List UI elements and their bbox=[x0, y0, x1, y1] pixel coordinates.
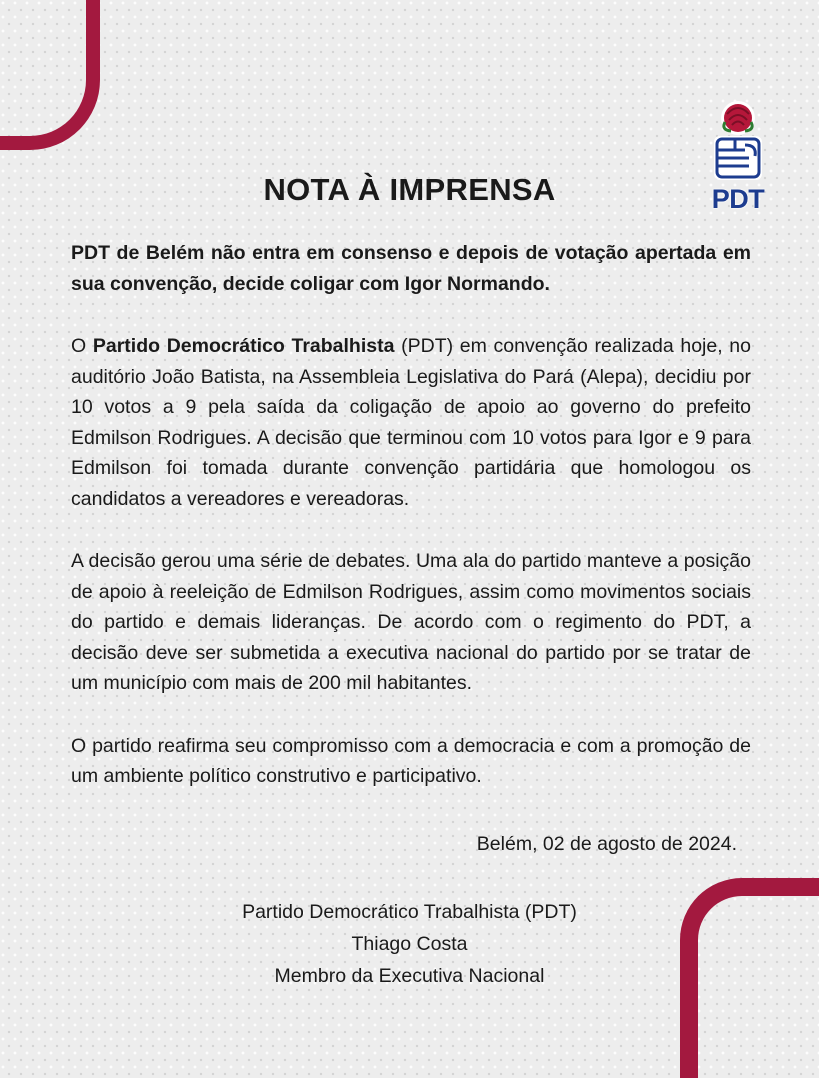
lead-paragraph: PDT de Belém não entra em consenso e depois de votação apertada em sua convenção, decide coligar com Igor Normando. bbox=[71, 242, 751, 295]
corner-decoration-top-left bbox=[0, 0, 100, 150]
paragraph-3: O partido reafirma seu compromisso com a democracia e com a promoção de um ambiente político construtivo e participativo. bbox=[71, 734, 751, 787]
page-title: NOTA À IMPRENSA bbox=[263, 172, 556, 207]
paragraph-2: A decisão gerou uma série de debates. Uma ala do partido manteve a posição de apoio à reeleição de Edmilson Rodrigues, assim como movimentos sociais do partido e demais lideranças. De acordo com o regimento do PDT, a decisão deve ser submetida a executiva nacional do partido por se tratar de um município com mais de 200 mil habitantes. bbox=[71, 550, 751, 694]
date-line: Belém, 02 de agosto de 2024. bbox=[476, 833, 737, 855]
paragraph-1-start: O bbox=[71, 335, 93, 357]
party-name: Partido Democrático Trabalhista bbox=[92, 335, 395, 357]
press-release-body bbox=[71, 238, 751, 824]
signature-name: Thiago Costa bbox=[351, 933, 468, 955]
signature-block bbox=[0, 896, 819, 992]
logo-text: PDT bbox=[711, 184, 765, 214]
signature-org: Partido Democrático Trabalhista (PDT) bbox=[242, 901, 577, 923]
paragraph-1 bbox=[71, 331, 751, 514]
paragraph-1-rest: (PDT) em convenção realizada hoje, no auditório João Batista, na Assembleia Legislativa do Pará (Alepa), decidiu por 10 votos a 9 pela saída da coligação de apoio ao governo do prefeito Edmilson Rodrigues. A decisão que terminou com 10 votos para Igor e 9 para Edmilson foi tomada durante convenção partidária que homologou os candidatos a vereadores e vereadoras. bbox=[71, 335, 751, 510]
signature-role: Membro da Executiva Nacional bbox=[274, 965, 545, 987]
